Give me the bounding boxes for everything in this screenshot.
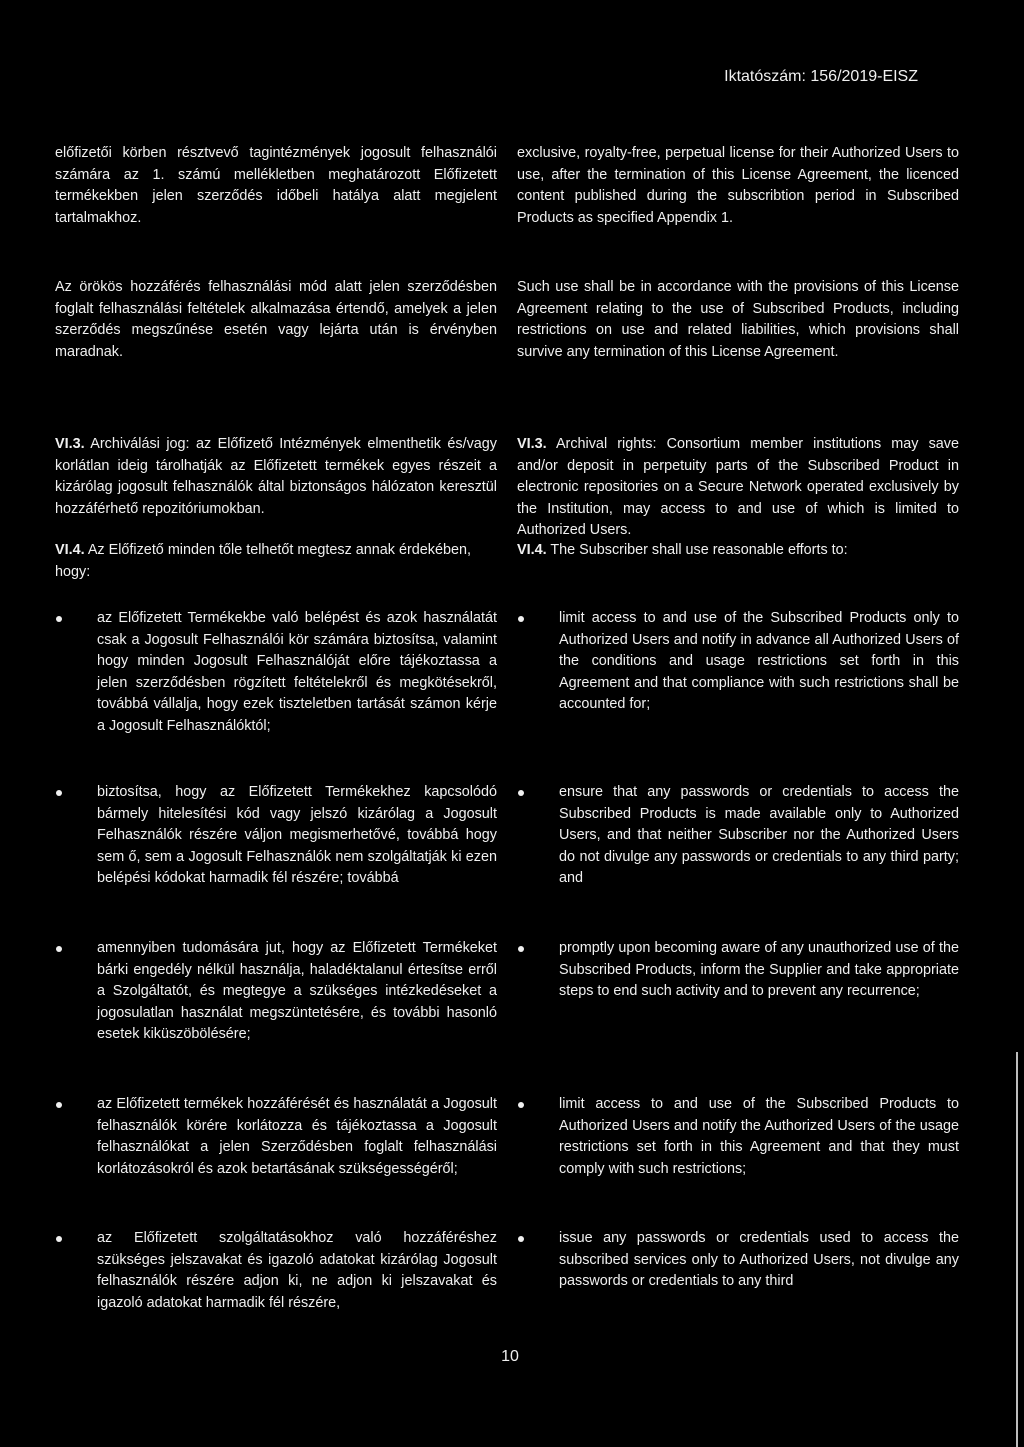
hu-section-vi4-text: Az Előfizető minden tőle telhetőt megtesz annak érdekében, hogy: (55, 542, 472, 580)
bullet-icon (518, 946, 524, 952)
en-section-vi4 (517, 540, 959, 562)
en-list-item-text: limit access to and use of the Subscribed Products only to Authorized Users and notify in advance all Authorized Users of the conditions and usage restrictions set forth in this Agreement and that compliance with such restrictions shall be accounted for; (559, 610, 959, 712)
en-section-vi3 (517, 434, 959, 542)
bullet-icon (518, 616, 524, 622)
bullet-icon (518, 1102, 524, 1108)
bullet-icon (56, 1102, 62, 1108)
hu-list-item-text: amennyiben tudomására jut, hogy az Előfizetett Termékeket bárki engedély nélkül használja, haladéktalanul értesítse erről a Szolgáltatót, és megtegye a szükséges intézkedéseket a jogosulatlan használat megszüntetésére, és további hasonló esetek kiküszöbölésére; (97, 940, 497, 1042)
bullet-icon (56, 1236, 62, 1242)
hu-list-item-text: az Előfizetett termékek hozzáférését és használatát a Jogosult felhasználók körére korlátozza és tájékoztassa a Jogosult felhasználókat a jelen Szerződésben foglalt felhasználási korlátozásokról és azok betartásának szükségességéről; (97, 1096, 497, 1177)
en-section-vi4-number: VI.4. (517, 542, 547, 558)
en-list-item-text: issue any passwords or credentials used to access the subscribed services only to Authorized Users, not divulge any passwords or credentials to any third (559, 1230, 959, 1289)
hu-list-item-text: biztosítsa, hogy az Előfizetett Termékekhez kapcsolódó bármely hitelesítési kód vagy jelszó kizárólag a Jogosult Felhasználók részére váljon megismerhetővé, továbbá hogy sem ő, sem a Jogosult Felhasználók nem szolgáltatják ki ezen belépési kódokat harmadik fél részére; továbbá (97, 784, 497, 886)
hu-section-vi3-text: Archiválási jog: az Előfizető Intézmények elmenthetik és/vagy korlátlan ideig tárolhatják az Előfizetett termékek egyes részeit a kizárólag jogosult felhasználók által biztonságos hálózaton keresztül hozzáférhető repozitóriumokban. (55, 436, 497, 517)
page-number: 10 (501, 1348, 519, 1365)
en-list-item-text: ensure that any passwords or credentials to access the Subscribed Products is made available only to Authorized Users, and that neither Subscriber nor the Authorized Users do not divulge any passwords or credentials to any third party; and (559, 784, 959, 886)
en-paragraph-2: Such use shall be in accordance with the provisions of this License Agreement relating to the use of Subscribed Products, including restrictions on use and related liabilities, which provisions shall survive any termination of this License Agreement. (517, 279, 959, 360)
bullet-icon (518, 1236, 524, 1242)
en-list-item-text: limit access to and use of the Subscribed Products to Authorized Users and notify the Authorized Users of the usage restrictions set forth in this Agreement and that they must comply with such restrictions; (559, 1096, 959, 1177)
bullet-icon (56, 946, 62, 952)
hu-section-vi3-number: VI.3. (55, 436, 85, 452)
en-section-vi4-text: The Subscriber shall use reasonable efforts to: (550, 542, 848, 558)
scan-edge-line (1016, 1052, 1018, 1447)
bullet-icon (518, 790, 524, 796)
document-reference-number: Iktatószám: 156/2019-EISZ (724, 68, 918, 85)
hu-section-vi4 (55, 540, 497, 583)
hu-paragraph-1: előfizetői körben résztvevő tagintézmények jogosult felhasználói számára az 1. számú mellékletben meghatározott Előfizetett termékekben jelen szerződés időbeli hatálya alatt megjelent tartalmakhoz. (55, 145, 497, 226)
bullet-icon (56, 790, 62, 796)
en-section-vi3-number: VI.3. (517, 436, 547, 452)
hu-section-vi3 (55, 434, 497, 520)
en-list-item-text: promptly upon becoming aware of any unauthorized use of the Subscribed Products, inform the Supplier and take appropriate steps to end such activity and to prevent any recurrence; (559, 940, 959, 999)
en-paragraph-1: exclusive, royalty-free, perpetual license for their Authorized Users to use, after the termination of this License Agreement, the licenced content published during the subscribtion period in Subscribed Products as specified Appendix 1. (517, 145, 959, 226)
en-section-vi3-text: Archival rights: Consortium member institutions may save and/or deposit in perpetuity parts of the Subscribed Product in electronic repositories on a Secure Network operated exclusively by the Institution, may access to and use of which is limited to Authorized Users. (517, 436, 959, 538)
hu-section-vi4-number: VI.4. (55, 542, 85, 558)
bullet-icon (56, 616, 62, 622)
hu-list-item-text: az Előfizetett Termékekbe való belépést és azok használatát csak a Jogosult Felhasználói kör számára biztosítsa, valamint hogy minden Jogosult Felhasználóját előre tájékoztassa a jelen szerződésben rögzített feltételekről és megkötésekről, továbbá vállalja, hogy ezek tiszteletben tartását számon kérje a Jogosult Felhasználóktól; (97, 610, 497, 734)
hu-paragraph-2: Az örökös hozzáférés felhasználási mód alatt jelen szerződésben foglalt felhasználási feltételek alkalmazása értendő, amelyek a jelen szerződés megszűnése esetén vagy lejárta után is érvényben maradnak. (55, 279, 497, 360)
hu-list-item-text: az Előfizetett szolgáltatásokhoz való hozzáféréshez szükséges jelszavakat és igazoló adatokat kizárólag Jogosult felhasználók részére adjon ki, ne adjon ki jelszavakat és igazoló adatokat harmadik fél részére, (97, 1230, 497, 1311)
